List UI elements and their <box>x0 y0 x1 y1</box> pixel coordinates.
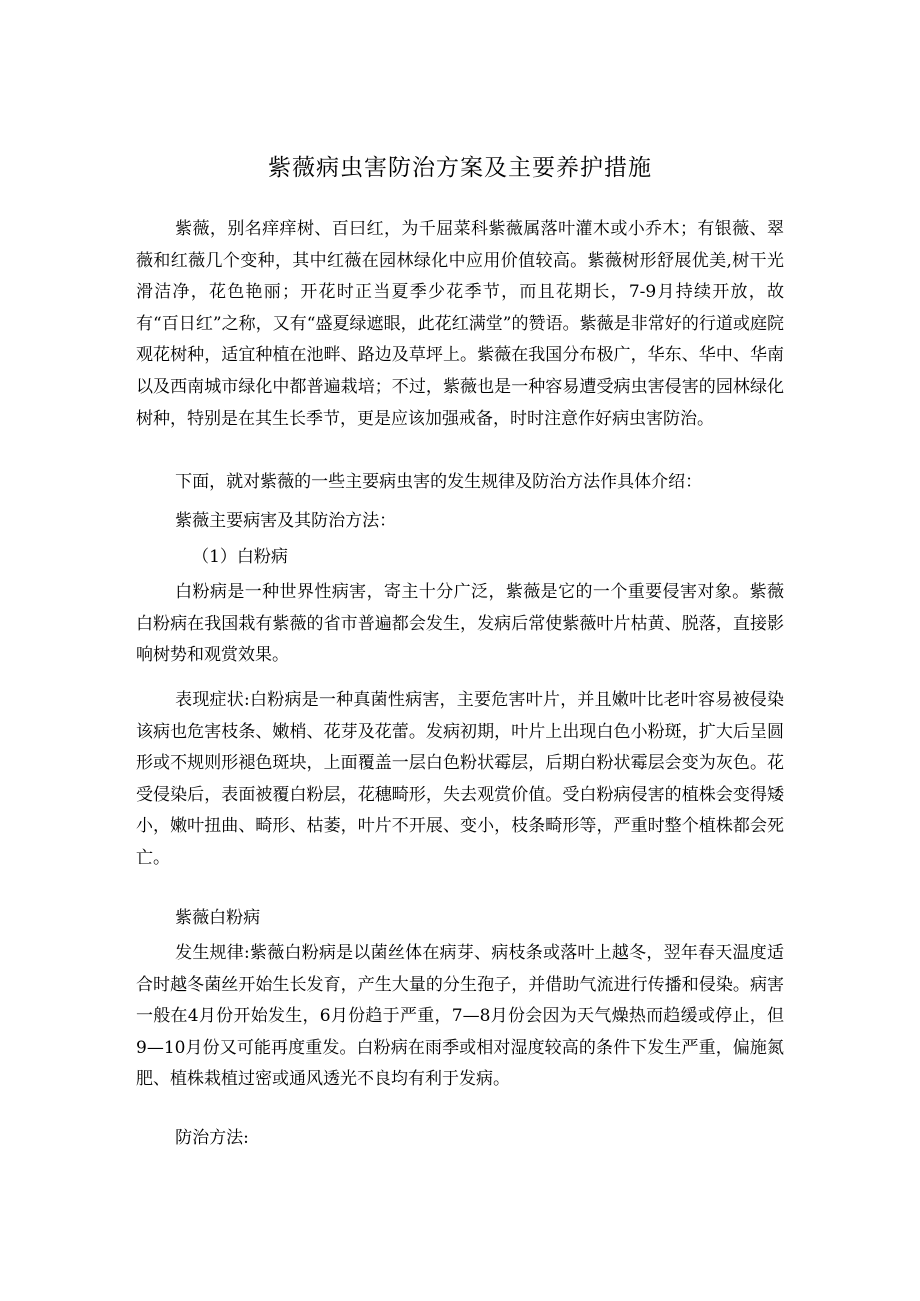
paragraph-subheading-powdery-mildew: （1）白粉病 <box>192 547 288 567</box>
paragraph-symptoms: 表现症状:白粉病是一种真菌性病害，主要危害叶片，并且嫩叶比老叶容易被侵染该病也危害枝条、嫩梢、花芽及花蕾。发病初期，叶片上出现白色小粉斑，扩大后呈圆形或不规则形褪色斑块，上面覆盖一层白色粉状霉层，后期白粉状霉层会变为灰色。花受侵染后，表面被覆白粉层，花穗畸形，失去观赏价值。受白粉病侵害的植株会变得矮小，嫩叶扭曲、畸形、枯萎，叶片不开展、变小，枝条畸形等，严重时整个植株都会死亡。 <box>136 690 784 868</box>
paragraph-control-methods: 防治方法: <box>175 1128 249 1148</box>
paragraph-powdery-mildew-overview: 白粉病是一种世界性病害，寄主十分广泛，紫薇是它的一个重要侵害对象。紫薇白粉病在我国栽有紫薇的省市普遍都会发生，发病后常使紫薇叶片枯黄、脱落，直接影响树势和观赏效果。 <box>136 582 784 666</box>
paragraph-transition: 下面，就对紫薇的一些主要病虫害的发生规律及防治方法作具体介绍： <box>175 472 703 492</box>
paragraph-image-caption: 紫薇白粉病 <box>175 908 261 928</box>
document-title: 紫薇病虫害防治方案及主要养护措施 <box>268 155 652 181</box>
paragraph-section-heading: 紫薇主要病害及其防治方法： <box>175 511 397 531</box>
paragraph-intro: 紫薇，别名痒痒树、百曰红，为千屈菜科紫薇属落叶灌木或小乔木；有银薇、翠薇和红薇几个变种，其中红薇在园林绿化中应用价值较高。紫薇树形舒展优美,树干光滑洁净，花色艳丽；开花时正当夏季少花季节，而且花期长，7-9月持续开放，故有“百日红”之称，又有“盛夏绿遮眼，此花红满堂”的赞语。紫薇是非常好的行道或庭院观花树种，适宜种植在池畔、路边及草坪上。紫薇在我国分布极广，华东、华中、华南以及西南城市绿化中都普遍栽培；不过，紫薇也是一种容易遭受病虫害侵害的园林绿化树种，特别是在其生长季节，更是应该加强戒备，时时注意作好病虫害防治。 <box>136 219 784 429</box>
paragraph-occurrence-pattern: 发生规律:紫薇白粉病是以菌丝体在病芽、病枝条或落叶上越冬，翌年春天温度适合时越冬菌丝开始生长发育，产生大量的分生孢子，并借助气流进行传播和侵染。病害一般在4月份开始发生，6月份趋于严重，7—8月份会因为天气燥热而趋缓或停止，但9—10月份又可能再度重发。白粉病在雨季或相对湿度较高的条件下发生严重，偏施氮肥、植株栽植过密或通风透光不良均有利于发病。 <box>136 943 784 1090</box>
